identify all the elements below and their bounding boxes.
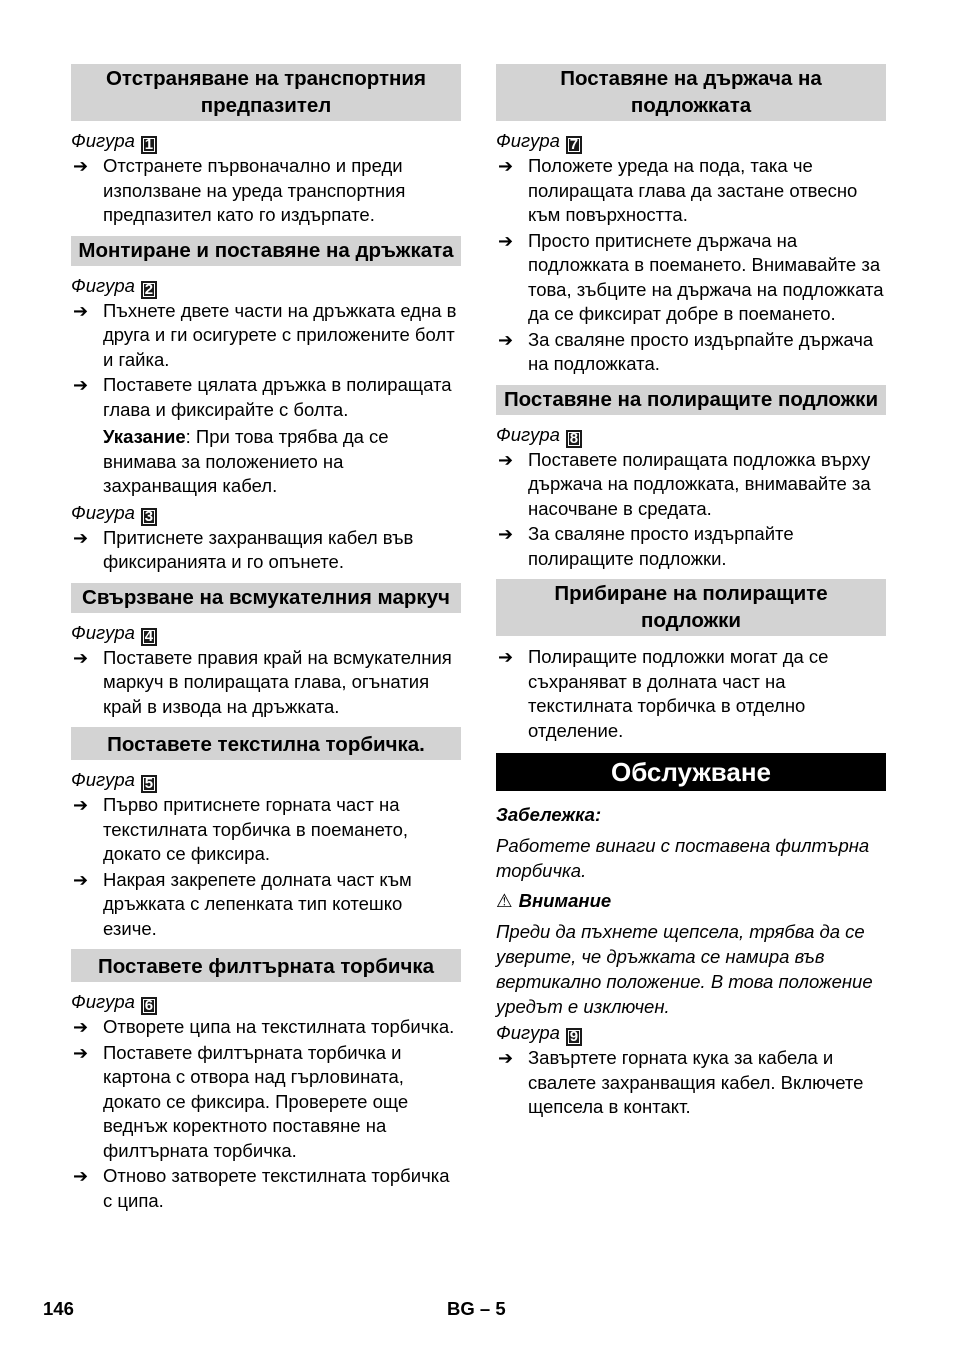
list-item: ➔ За сваляне просто издърпайте полиращите подложки. [498, 523, 794, 569]
note-label: Забележка: [496, 804, 602, 825]
list-item: ➔ Полиращите подложки могат да се съхраняват в долната част на текстилната торбичка в отделно отделение. [498, 646, 829, 741]
arrow-right-icon: ➔ [73, 1166, 89, 1186]
chapter-heading: Обслужване [496, 753, 886, 791]
section-heading: Поставете филтърната торбичка [71, 949, 461, 982]
warning-triangle-icon: ⚠ [496, 890, 513, 911]
arrow-right-icon: ➔ [498, 1048, 514, 1068]
figure-ref: Фигура 5 [71, 768, 461, 792]
warning-text: Преди да пъхнете щепсела, трябва да се уверите, че дръжката се намира във вертикално положение. В това положение уредът е изключен. [496, 921, 873, 1017]
list-item: ➔ За сваляне просто издърпайте държача на подложката. [498, 328, 874, 374]
figure-ref: Фигура 3 [71, 501, 461, 525]
figure-number: 8 [566, 430, 582, 448]
figure-number: 5 [141, 775, 157, 793]
figure-number: 7 [566, 136, 582, 154]
arrow-right-icon: ➔ [73, 527, 89, 548]
note: Указание: При това трябва да се внимава за положението на захранващия кабел. [103, 426, 389, 496]
arrow-right-icon: ➔ [73, 375, 89, 395]
arrow-right-icon: ➔ [498, 156, 514, 176]
figure-number: 4 [141, 628, 157, 646]
figure-number: 3 [141, 508, 157, 526]
list-item: ➔ Поставете правия край на всмукателния маркуч в полиращата глава, огънатия край в извода на дръжката. [73, 646, 452, 717]
list-item: ➔ Просто притиснете държача на подложката в поемането. Внимавайте за това, зъбците на държача на подложката да се фиксират добре в поемането. [498, 229, 884, 324]
language-page-label: BG – 5 [447, 1298, 506, 1319]
figure-number: 6 [141, 997, 157, 1015]
figure-ref: Фигура 6 [71, 990, 461, 1014]
figure-number: 9 [566, 1028, 582, 1046]
arrow-right-icon: ➔ [73, 869, 89, 890]
list-item: ➔ Завъртете горната кука за кабела и свалете захранващия кабел. Включете щепсела в контакт. [498, 1047, 864, 1117]
list-item: ➔ Накрая закрепете долната част към дръжката с лепенката тип котешко езиче. [73, 868, 412, 939]
list-item: ➔ Притиснете захранващия кабел във фиксиранията и го опънете. [73, 526, 414, 572]
figure-ref: Фигура 8 [496, 423, 886, 447]
arrow-right-icon: ➔ [498, 329, 514, 350]
section-heading: Свързване на всмукателния маркуч [71, 583, 461, 613]
figure-ref: Фигура 2 [71, 274, 461, 298]
arrow-right-icon: ➔ [73, 795, 89, 815]
figure-ref: Фигура 4 [71, 621, 461, 645]
arrow-right-icon: ➔ [498, 449, 514, 470]
right-column [496, 64, 886, 1120]
left-column [71, 64, 461, 1213]
figure-ref: Фигура 9 [496, 1021, 886, 1045]
arrow-right-icon: ➔ [73, 1042, 89, 1063]
figure-number: 1 [141, 136, 157, 154]
list-item: ➔ Отворете ципа на текстилната торбичка. [71, 1015, 461, 1040]
list-item: ➔ Пъхнете двете части на дръжката една в друга и ги осигурете с приложените болт и гайка. [73, 299, 457, 370]
list-item: ➔ Поставете цялата дръжка в полиращата глава и фиксирайте с болта. [73, 374, 452, 420]
section-heading: Поставяне на полиращите подложки [496, 385, 886, 415]
list-item: ➔ Положете уреда на пода, така че полиращата глава да застане отвесно към повърхността. [498, 155, 858, 225]
section-heading: Поставяне на държача на подложката [496, 64, 886, 121]
arrow-right-icon: ➔ [73, 156, 89, 176]
arrow-right-icon: ➔ [73, 647, 89, 668]
list-item: ➔ Поставете филтърната торбичка и картона с отвора над гърловината, докато се фиксира. Проверете още веднъж коректното поставяне на филтърната торбичка. [73, 1041, 409, 1161]
section-heading: Прибиране на полиращите подложки [496, 579, 886, 636]
figure-ref: Фигура 7 [496, 129, 886, 153]
list-item: ➔ Отстранете първоначално и преди използване на уреда транспортния предпазител като го издърпате. [73, 155, 406, 225]
arrow-right-icon: ➔ [73, 1017, 89, 1037]
arrow-right-icon: ➔ [498, 647, 514, 667]
arrow-right-icon: ➔ [498, 230, 514, 251]
section-heading: Монтиране и поставяне на дръжката [71, 236, 461, 266]
list-item: ➔ Първо притиснете горната част на текстилната торбичка в поемането, докато се фиксира. [73, 794, 408, 864]
warning-label: ⚠ Внимание [496, 890, 612, 911]
note-text: Работете винаги с поставена филтърна торбичка. [496, 835, 870, 881]
figure-ref: Фигура 1 [71, 129, 461, 153]
list-item: ➔ Отново затворете текстилната торбичка с ципа. [73, 1165, 450, 1211]
arrow-right-icon: ➔ [498, 524, 514, 544]
section-heading: Поставете текстилна торбичка. [71, 727, 461, 760]
arrow-right-icon: ➔ [73, 300, 89, 321]
list-item: ➔ Поставете полиращата подложка върху държача на подложката, внимавайте за насочване в средата. [498, 448, 871, 519]
page-number: 146 [43, 1298, 74, 1319]
section-heading: Отстраняване на транспортния предпазител [71, 64, 461, 121]
figure-number: 2 [141, 281, 157, 299]
